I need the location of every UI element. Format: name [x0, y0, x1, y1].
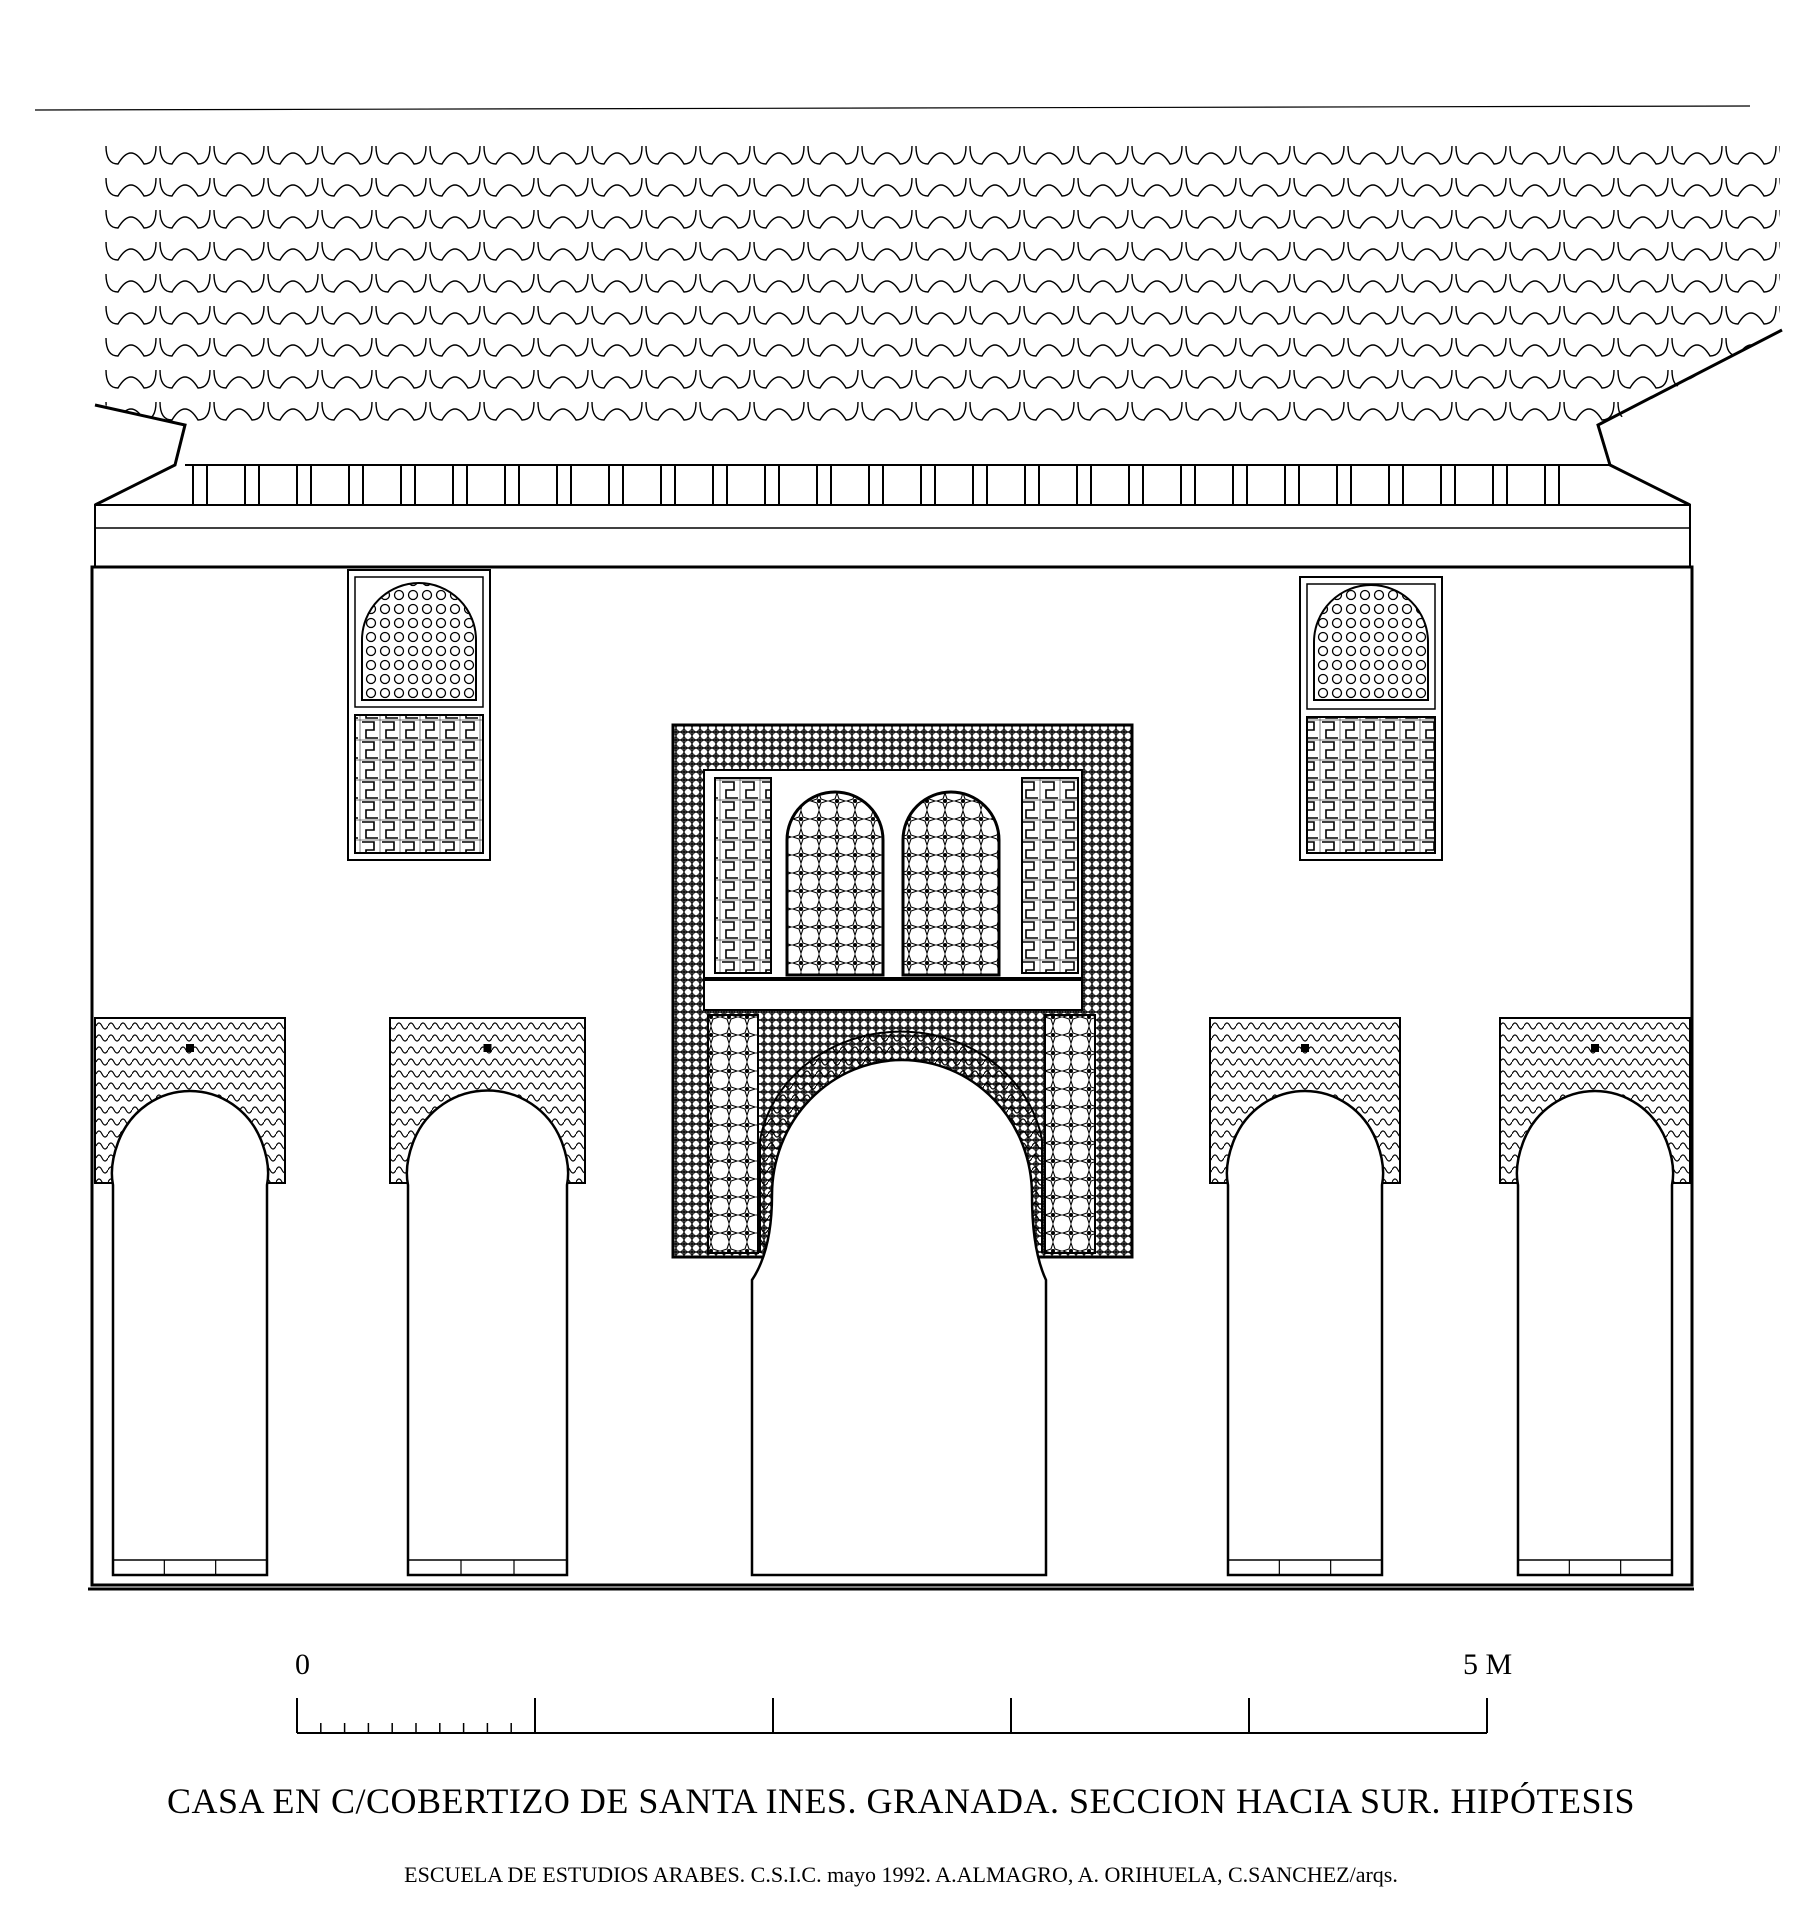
side-arch [1210, 1018, 1400, 1575]
rafter-end [609, 465, 623, 505]
rafter-end [453, 465, 467, 505]
rafter-end [973, 465, 987, 505]
rafter-end [505, 465, 519, 505]
rafter-end [1285, 465, 1299, 505]
rafter-end [1181, 465, 1195, 505]
rafter-ends [188, 465, 1564, 505]
cornice-beam [95, 505, 1690, 567]
roof-tiles [104, 140, 1780, 430]
central-door-opening [752, 1060, 1046, 1575]
roof-ridge-line [35, 106, 1750, 110]
rafter-end [713, 465, 727, 505]
upper-window-left [348, 570, 490, 860]
drawing-credits: ESCUELA DE ESTUDIOS ARABES. C.S.I.C. mayo 1992. A.ALMAGRO, A. ORIHUELA, C.SANCHEZ/arqs. [404, 1862, 1398, 1887]
rafter-end [1545, 465, 1559, 505]
rafter-end [765, 465, 779, 505]
rafter-end [1441, 465, 1455, 505]
rafter-end [297, 465, 311, 505]
scale-bar [297, 1698, 1487, 1733]
side-arch [390, 1018, 585, 1575]
rafter-end [1129, 465, 1143, 505]
rafter-end [1493, 465, 1507, 505]
rafter-end [1077, 465, 1091, 505]
rafter-end [817, 465, 831, 505]
rafter-end [193, 465, 207, 505]
rafter-end [557, 465, 571, 505]
scale-start-label: 0 [295, 1648, 310, 1681]
rafter-end [869, 465, 883, 505]
rafter-end [401, 465, 415, 505]
rafter-end [661, 465, 675, 505]
rafter-end [1233, 465, 1247, 505]
rafter-end [1025, 465, 1039, 505]
rafter-end [245, 465, 259, 505]
upper-window-right [1300, 577, 1442, 860]
rafter-end [349, 465, 363, 505]
side-arch [95, 1018, 285, 1575]
rafter-end [921, 465, 935, 505]
drawing-title: CASA EN C/COBERTIZO DE SANTA INES. GRANADA. SECCION HACIA SUR. HIPÓTESIS [166, 1781, 1636, 1821]
rafter-end [1337, 465, 1351, 505]
side-arch [1500, 1018, 1690, 1575]
rafter-end [1389, 465, 1403, 505]
scale-end-label: 5 M [1463, 1648, 1513, 1681]
